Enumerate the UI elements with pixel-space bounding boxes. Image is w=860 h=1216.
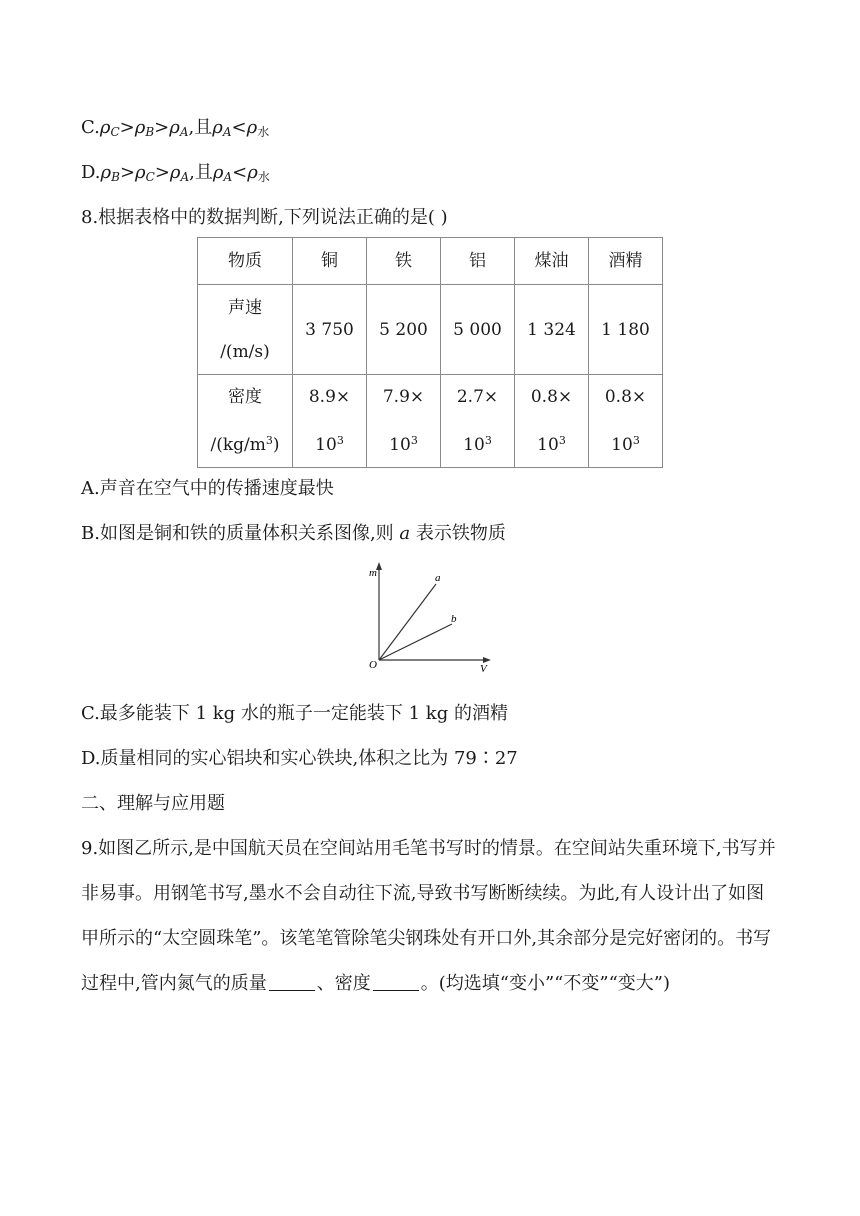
table-cell: 1 180 <box>589 285 663 375</box>
table-header-cell: 酒精 <box>589 238 663 285</box>
line-a-label: a <box>435 572 441 584</box>
x-axis-label: V <box>480 663 487 675</box>
table-cell: 0.8× $10^3$ <box>589 375 663 468</box>
table-cell: 8.9× $10^3$ <box>293 375 367 468</box>
option-8b: B.如图是铜和铁的质量体积关系图像,则 a 表示铁物质 <box>81 523 506 544</box>
table-header-cell: 铜 <box>293 238 367 285</box>
question-9: 9.如图乙所示,是中国航天员在空间站用毛笔书写时的情景。在空间站失重环境下,书写并非易事。用钢笔书写,墨水不会自动往下流,导致书写断断续续。为此,有人设计出了如图甲所示的“太空圆珠笔”。该笔笔管除笔尖钢珠处有开口外,其余部分是完好密闭的。书写过程中,管内氮气的质量 、密度 。(均选填“变小”“不变”“变大”) <box>81 838 776 994</box>
table-row-speed <box>198 285 663 375</box>
y-axis-label: m <box>369 567 377 579</box>
answer-blank-mass[interactable] <box>269 972 315 991</box>
section-heading: 二、理解与应用题 <box>81 793 225 814</box>
table-header-cell: 铁 <box>367 238 441 285</box>
answer-blank-density[interactable] <box>373 972 419 991</box>
table-row-density <box>198 375 663 468</box>
line-b-label: b <box>451 613 457 625</box>
table-header-cell: 煤油 <box>515 238 589 285</box>
origin-label: O <box>369 659 377 671</box>
question-8-stem: 8.根据表格中的数据判断,下列说法正确的是( ) <box>81 207 448 228</box>
mass-volume-graph <box>368 560 498 675</box>
data-table <box>197 237 663 468</box>
table-cell: 1 324 <box>515 285 589 375</box>
table-cell: 5 000 <box>441 285 515 375</box>
table-header-row <box>198 238 663 285</box>
table-cell: 2.7× $10^3$ <box>441 375 515 468</box>
table-cell: 5 200 <box>367 285 441 375</box>
table-header-cell: 物质 <box>198 238 293 285</box>
table-header-cell: 铝 <box>441 238 515 285</box>
table-cell: 7.9× $10^3$ <box>367 375 441 468</box>
option-d: $D.\rho_B>\rho_C>\rho_A$,且$\rho_A<\rho_水$ <box>81 162 270 184</box>
option-8d: D.质量相同的实心铝块和实心铁块,体积之比为 79∶27 <box>81 748 518 769</box>
table-cell: 0.8× $10^3$ <box>515 375 589 468</box>
row-label: 密度 $/(kg/m^3)$ <box>198 375 293 468</box>
option-c: $C.\rho_C>\rho_B>\rho_A$,且$\rho_A<\rho_水$ <box>81 117 270 139</box>
row-label: 声速 /(m/s) <box>198 285 293 375</box>
line-a <box>379 584 436 660</box>
line-b <box>379 624 452 660</box>
table-cell: 3 750 <box>293 285 367 375</box>
option-8a: A.声音在空气中的传播速度最快 <box>81 478 334 499</box>
option-8c: C.最多能装下 1 kg 水的瓶子一定能装下 1 kg 的酒精 <box>81 703 508 724</box>
